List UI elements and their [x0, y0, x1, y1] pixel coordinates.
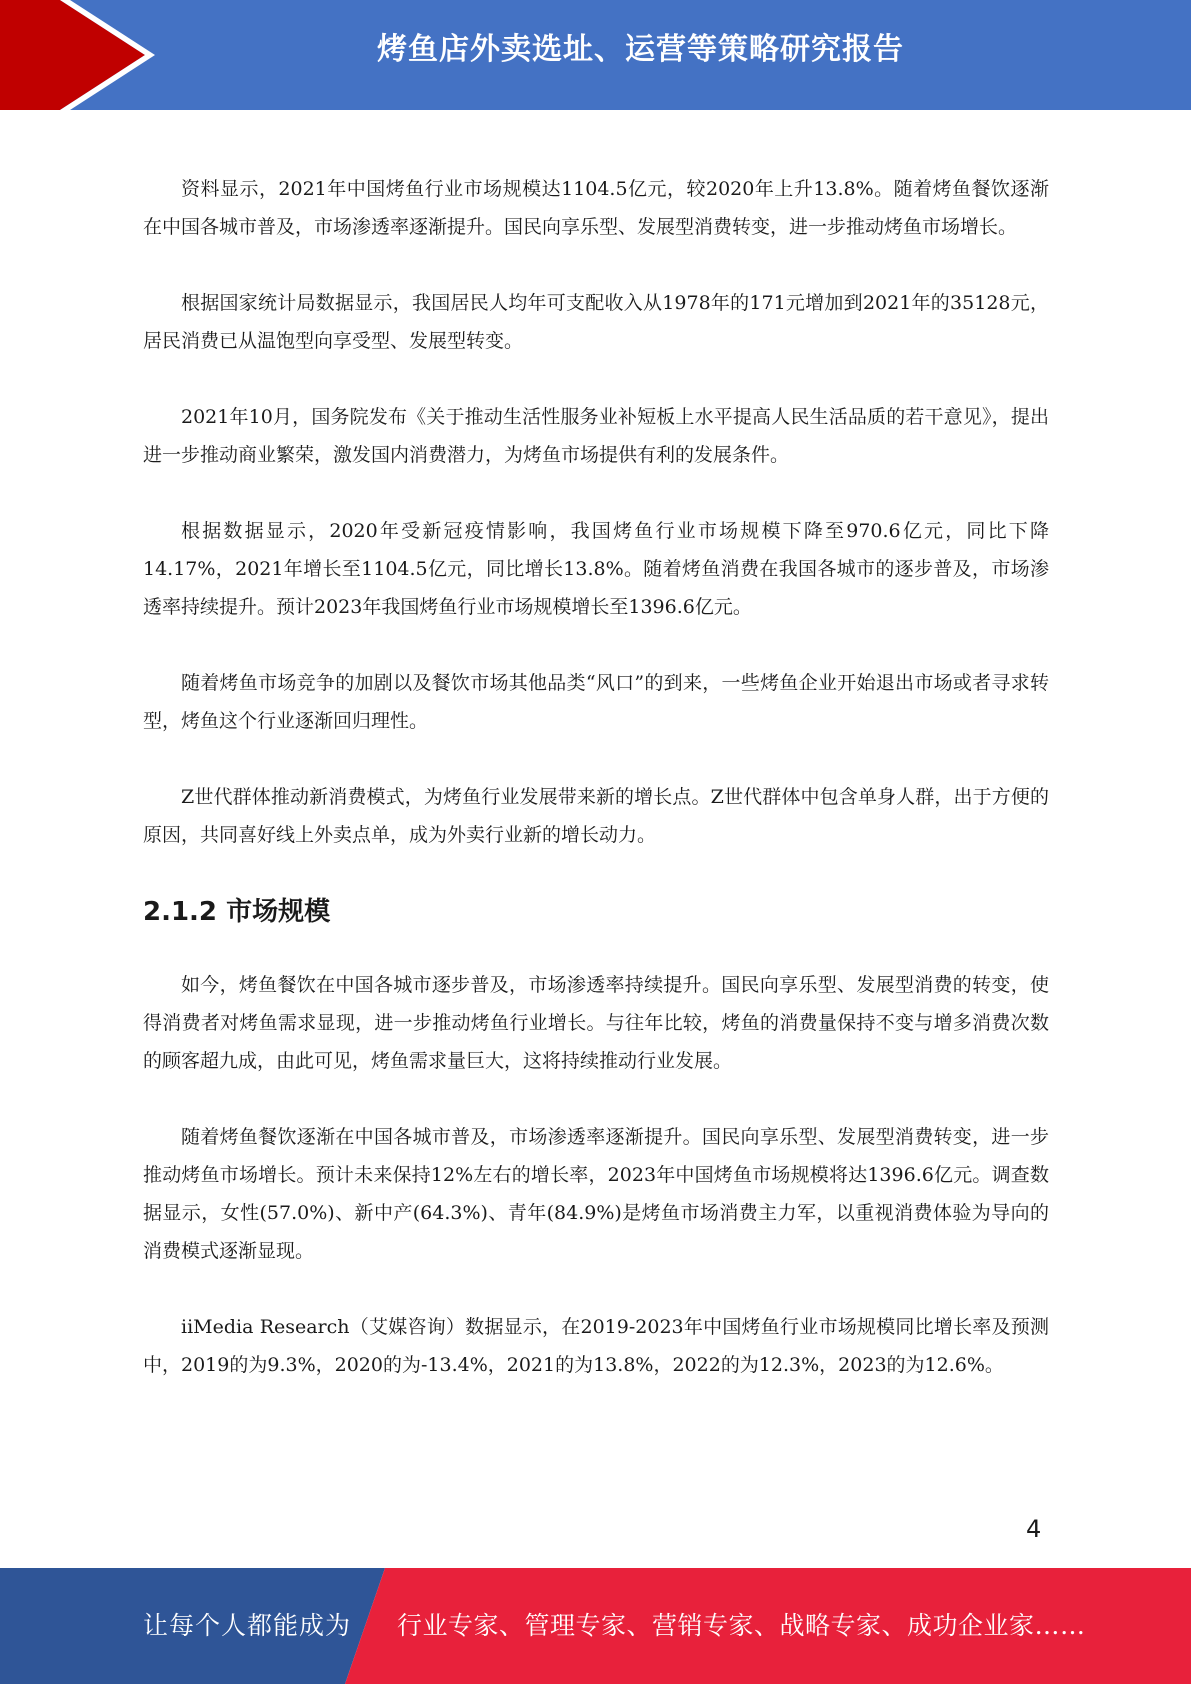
paragraph: 2021年10月，国务院发布《关于推动生活性服务业补短板上水平提高人民生活品质的若干意见》，提出进一步推动商业繁荣，激发国内消费潜力，为烤鱼市场提供有利的发展条件。	[143, 406, 1049, 466]
footer-slogan-left: 让每个人都能成为	[143, 1611, 352, 1640]
section-heading: 2.1.2 市场规模	[143, 897, 331, 927]
page-footer	[0, 1568, 1191, 1684]
paragraph: iiMedia Research（艾媒咨询）数据显示，在2019-2023年中国烤鱼行业市场规模同比增长率及预测中，2019的为9.3%，2020的为-13.4%，2021的为13.8%，2022的为12.3%，2023的为12.6%。	[143, 1316, 1049, 1376]
document-body	[143, 170, 1049, 1384]
paragraph: 资料显示，2021年中国烤鱼行业市场规模达1104.5亿元，较2020年上升13.8%。随着烤鱼餐饮逐渐在中国各城市普及，市场渗透率逐渐提升。国民向享乐型、发展型消费转变，进一步推动烤鱼市场增长。	[143, 178, 1049, 238]
paragraph: 如今，烤鱼餐饮在中国各城市逐步普及，市场渗透率持续提升。国民向享乐型、发展型消费的转变，使得消费者对烤鱼需求显现，进一步推动烤鱼行业增长。与往年比较，烤鱼的消费量保持不变与增多消费次数的顾客超九成，由此可见，烤鱼需求量巨大，这将持续推动行业发展。	[143, 974, 1049, 1072]
paragraph: Z世代群体推动新消费模式，为烤鱼行业发展带来新的增长点。Z世代群体中包含单身人群，出于方便的原因，共同喜好线上外卖点单，成为外卖行业新的增长动力。	[143, 786, 1049, 846]
paragraph: 随着烤鱼餐饮逐渐在中国各城市普及，市场渗透率逐渐提升。国民向享乐型、发展型消费转变，进一步推动烤鱼市场增长。预计未来保持12%左右的增长率，2023年中国烤鱼市场规模将达1396.6亿元。调查数据显示，女性(57.0%)、新中产(64.3%)、青年(84.9%)是烤鱼市场消费主力军，以重视消费体验为导向的消费模式逐渐显现。	[143, 1126, 1049, 1262]
paragraph: 随着烤鱼市场竞争的加剧以及餐饮市场其他品类“风口”的到来，一些烤鱼企业开始退出市场或者寻求转型，烤鱼这个行业逐渐回归理性。	[143, 672, 1049, 732]
page-header	[0, 0, 1191, 110]
page-number: 4	[1026, 1515, 1042, 1543]
footer-slogan-right: 行业专家、管理专家、营销专家、战略专家、成功企业家……	[397, 1611, 1086, 1640]
paragraph: 根据数据显示，2020年受新冠疫情影响，我国烤鱼行业市场规模下降至970.6亿元，同比下降14.17%，2021年增长至1104.5亿元，同比增长13.8%。随着烤鱼消费在我国各城市的逐步普及，市场渗透率持续提升。预计2023年我国烤鱼行业市场规模增长至1396.6亿元。	[143, 520, 1049, 618]
header-title: 烤鱼店外卖选址、运营等策略研究报告	[377, 32, 904, 67]
paragraph: 根据国家统计局数据显示，我国居民人均年可支配收入从1978年的171元增加到2021年的35128元，居民消费已从温饱型向享受型、发展型转变。	[143, 292, 1049, 352]
